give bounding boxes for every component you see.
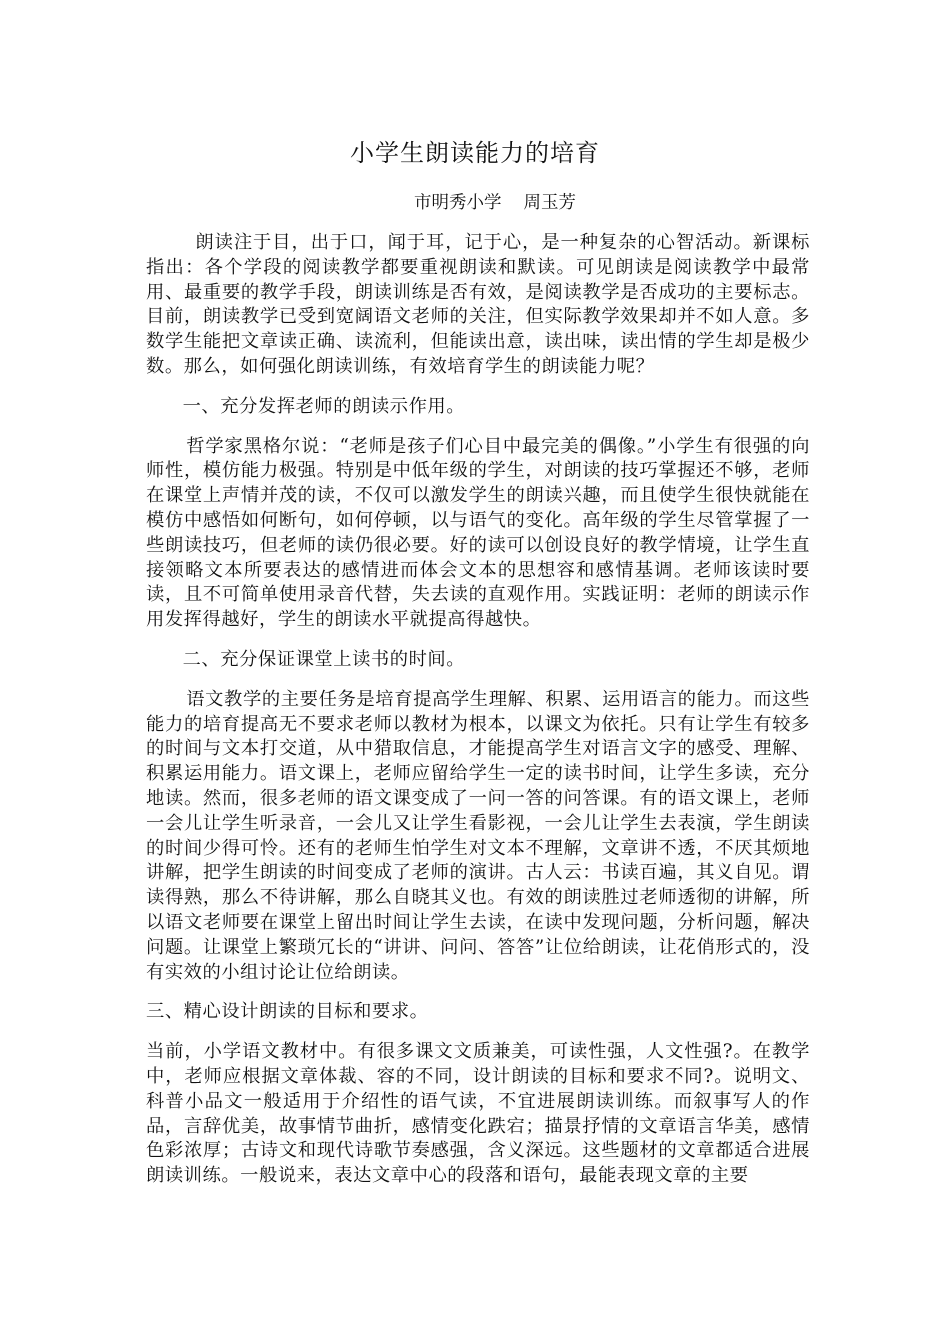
article-body [146, 231, 810, 1189]
section-paragraph-3: 当前，小学语文教材中。有很多课文文质兼美，可读性强，人文性强?。在教学中，老师应根据文章体裁、容的不同，设计朗读的目标和要求不同?。说明文、科普小品文一般适用于介绍性的语气读，不宜进展朗读训练。而叙事写人的作品，言辞优美，故事情节曲折，感情变化跌宕；描景抒情的文章语言华美，感情色彩浓厚；古诗文和现代诗歌节奏感强，含义深远。这些题材的文章都适合进展朗读训练。一般说来，表达文章中心的段落和语句，最能表现文章的主要 [146, 1041, 810, 1187]
paragraph-spacer [146, 673, 810, 688]
document-title: 小学生朗读能力的培育 [350, 139, 600, 167]
author-school: 市明秀小学 [414, 193, 502, 213]
author-name: 周玉芳 [523, 193, 576, 213]
paragraph-spacer [146, 985, 810, 1000]
section-paragraph-2: 语文教学的主要任务是培育提高学生理解、积累、运用语言的能力。而这些能力的培育提高无不要求老师以教材为根本，以课文为依托。只有让学生有较多的时间与文本打交道，从中猎取信息，才能提高学生对语言文字的感受、理解、积累运用能力。语文课上，老师应留给学生一定的读书时间，让学生多读，充分地读。然而，很多老师的语文课变成了一问一答的问答课。有的语文课上，老师一会儿让学生听录音，一会儿又让学生看影视，一会儿让学生去表演，学生朗读的时间少得可怜。还有的老师生怕学生对文本不理解，文章讲不透，不厌其烦地讲解，把学生朗读的时间变成了老师的演讲。古人云：书读百遍，其义自见。谓读得熟，那么不待讲解，那么自晓其义也。有效的朗读胜过老师透彻的讲解，所以语文老师要在课堂上留出时间让学生去读，在读中发现问题，分析问题，解决问题。让课堂上繁琐冗长的“讲讲、问问、答答”让位给朗读，让花俏形式的，没有实效的小组讨论让位给朗读。 [146, 688, 810, 983]
section-heading-2: 二、充分保证课堂上读书的时间。 [182, 648, 466, 670]
section-heading-1: 一、充分发挥老师的朗读示作用。 [182, 395, 466, 417]
paragraph-spacer [146, 633, 810, 648]
author-byline [0, 190, 950, 216]
intro-paragraph: 朗读注于目，出于口，闻于耳，记于心，是一种复杂的心智活动。新课标指出：各个学段的阅读教学都要重视朗读和默读。可见朗读是阅读教学中最常用、最重要的教学手段，朗读训练是否有效，是阅读教学是否成功的主要标志。目前，朗读教学已受到宽阔语文老师的关注，但实际教学效果却并不如人意。多数学生能把文章读正确、读流利，但能读出意，读出味，读出情的学生却是极少数。那么，如何强化朗读训练，有效培育学生的朗读能力呢？ [146, 232, 810, 377]
paragraph-spacer [146, 420, 810, 435]
paragraph-spacer [146, 1025, 810, 1040]
paragraph-spacer [146, 380, 810, 395]
section-heading-3: 三、精心设计朗读的目标和要求。 [146, 1001, 429, 1023]
section-paragraph-1: 哲学家黑格尔说：“老师是孩子们心目中最完美的偶像。”小学生有很强的向师性，模仿能力极强。特别是中低年级的学生，对朗读的技巧掌握还不够，老师在课堂上声情并茂的读，不仅可以激发学生的朗读兴趣，而且使学生很快就能在模仿中感悟如何断句，如何停顿，以与语气的变化。高年级的学生尽管掌握了一些朗读技巧，但老师的读仍很必要。好的读可以创设良好的教学情境，让学生直接领略文本所要表达的感情进而体会文本的思想容和感情基调。老师该读时要读，且不可简单使用录音代替，失去读的直观作用。实践证明：老师的朗读示作用发挥得越好，学生的朗读水平就提高得越快。 [146, 435, 810, 631]
